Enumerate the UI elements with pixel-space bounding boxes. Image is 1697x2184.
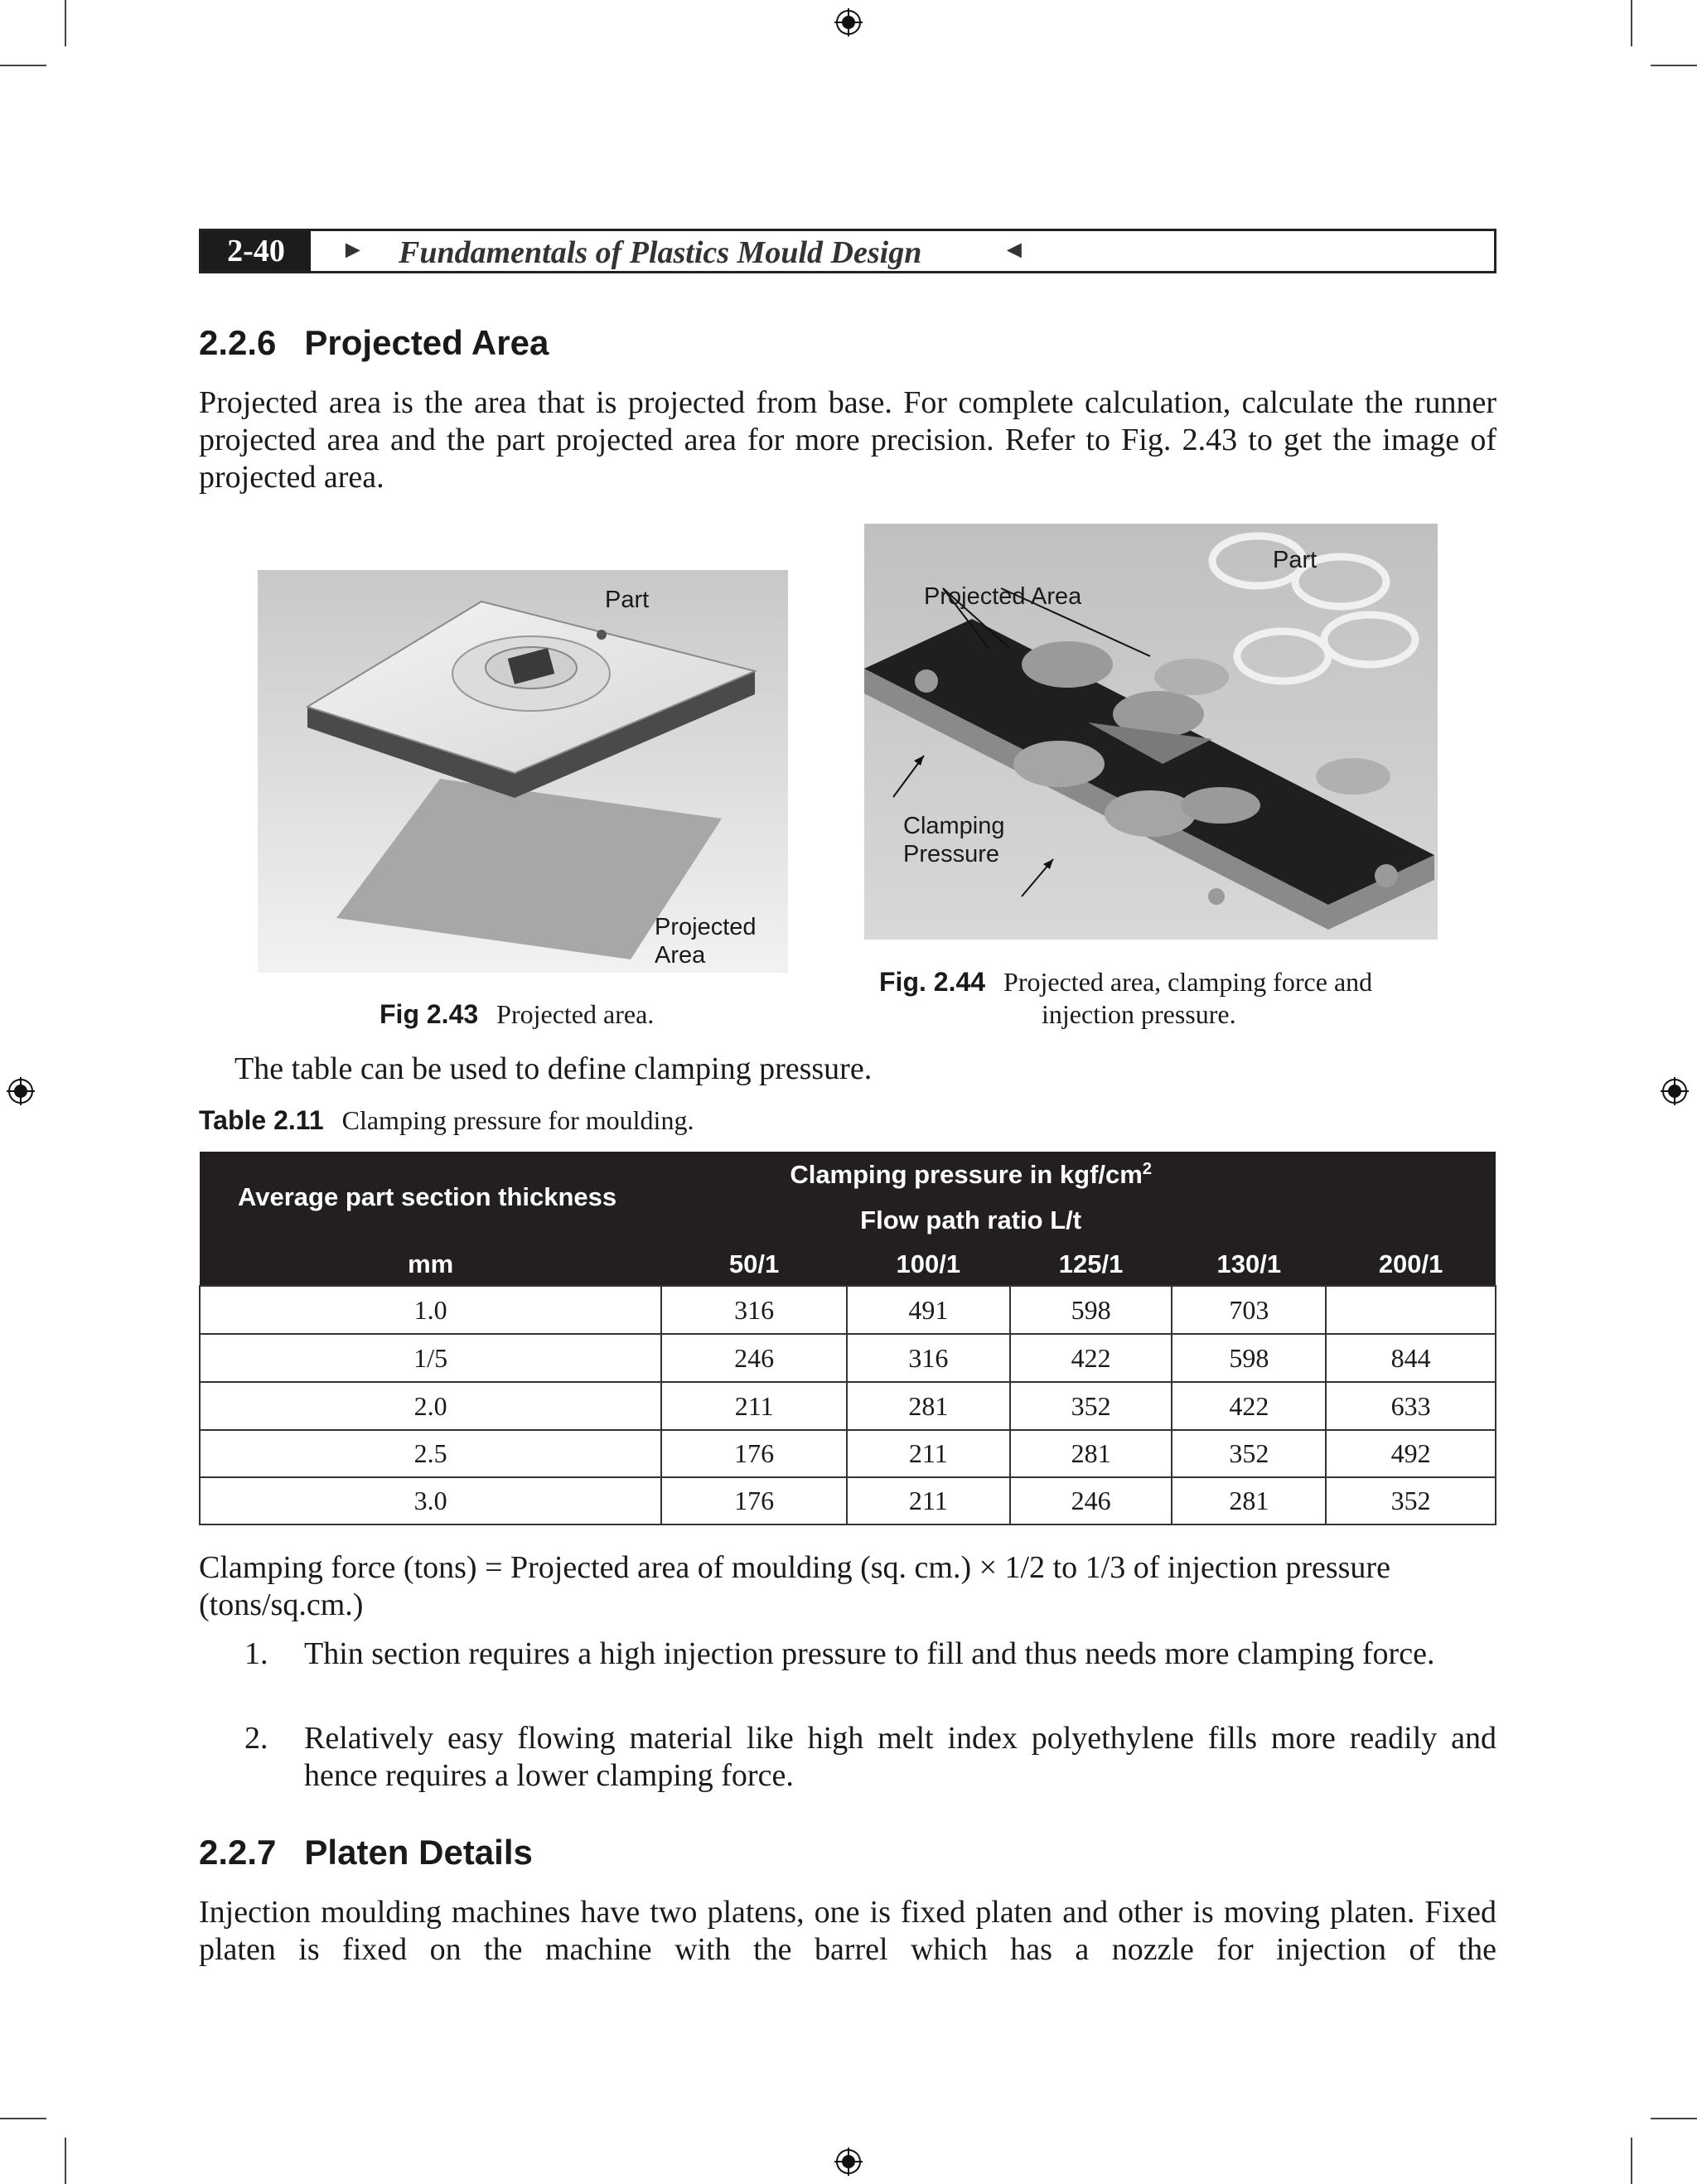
superscript: 2 (1142, 1159, 1152, 1178)
table-cell: 703 (1172, 1286, 1326, 1334)
caption-text: injection pressure. (1042, 999, 1236, 1029)
table-row (200, 1477, 1496, 1524)
clamping-force-formula (199, 1549, 1496, 1624)
section-title: Platen Details (304, 1833, 533, 1872)
list-text: Thin section requires a high injection pressure to fill and thus needs more clamping force. (304, 1636, 1435, 1671)
arrow-right-icon: ► (341, 236, 365, 263)
table-cell: 211 (847, 1477, 1010, 1524)
table-col-header: 50/1 (661, 1243, 847, 1286)
table-cell: 246 (1010, 1477, 1172, 1524)
table-cell: 176 (661, 1430, 847, 1477)
running-header (199, 229, 1496, 273)
clamping-pressure-table (199, 1152, 1496, 1525)
fig244-label-clamping-pressure (903, 812, 1005, 868)
registration-mark-icon (1661, 1077, 1689, 1105)
label-line: Clamping (903, 813, 1005, 839)
table-cell: 422 (1010, 1334, 1172, 1382)
section-paragraph: Projected area is the area that is projected from base. For complete calculation, calculate the runner projected area and the part projected area for more precision. Refer to Fig. 2.43 to get the image of projected area. (199, 385, 1496, 495)
figure-2-44-caption (879, 966, 1372, 1031)
table-header-clamping-text: Clamping pressure in kgf/cm (790, 1160, 1143, 1190)
table-col-header: 200/1 (1326, 1243, 1496, 1286)
list-number: 2. (244, 1721, 268, 1756)
formula-line: (tons/sq.cm.) (199, 1587, 364, 1622)
caption-text: Projected area, clamping force and (1003, 967, 1373, 997)
registration-mark-icon (834, 8, 863, 36)
table-cell: 176 (661, 1477, 847, 1524)
table-header-flow-path-text: Flow path ratio L/t (860, 1206, 1082, 1235)
book-title: Fundamentals of Plastics Mould Design (399, 235, 922, 270)
table-cell: 3.0 (200, 1477, 661, 1524)
table-cell: 246 (661, 1334, 847, 1382)
page-number: 2-40 (201, 231, 311, 271)
table-cell: 281 (1010, 1430, 1172, 1477)
registration-mark-icon (7, 1077, 35, 1105)
fig243-label-projected-area (655, 913, 757, 969)
table-header-clamping (661, 1152, 1496, 1198)
table-header-thickness: Average part section thickness (200, 1152, 661, 1243)
crop-mark (0, 2118, 46, 2119)
table-cell: 211 (661, 1382, 847, 1430)
label-line: Pressure (903, 841, 1000, 867)
section-number: 2.2.7 (199, 1833, 277, 1872)
table-header-flow-path (661, 1198, 1496, 1243)
arrow-left-icon: ◄ (1002, 236, 1027, 263)
section-heading-226 (199, 323, 549, 363)
table-cell: 598 (1010, 1286, 1172, 1334)
table-cell: 844 (1326, 1334, 1496, 1382)
table-col-header: 125/1 (1010, 1243, 1172, 1286)
table-cell: 352 (1172, 1430, 1326, 1477)
crop-mark (1651, 2118, 1697, 2119)
table-row (200, 1430, 1496, 1477)
table-cell: 316 (661, 1286, 847, 1334)
caption-label: Table 2.11 (199, 1105, 324, 1135)
caption-label: Fig 2.43 (380, 999, 479, 1029)
table-caption (199, 1105, 694, 1136)
table-col-header: 100/1 (847, 1243, 1010, 1286)
fig244-label-part: Part (1273, 547, 1317, 573)
list-number: 1. (244, 1636, 268, 1671)
section-title: Projected Area (304, 323, 549, 362)
formula-line: Clamping force (tons) = Projected area of moulding (sq. cm.) × 1/2 to 1/3 of injection pressure (199, 1550, 1390, 1585)
table-cell: 492 (1326, 1430, 1496, 1477)
table-cell: 211 (847, 1430, 1010, 1477)
label-line: Area (655, 942, 706, 969)
section-number: 2.2.6 (199, 323, 277, 362)
list-item (244, 1636, 1496, 1710)
table-cell: 352 (1326, 1477, 1496, 1524)
registration-mark-icon (834, 2148, 863, 2176)
caption-text: Clamping pressure for moulding. (341, 1105, 694, 1135)
crop-mark (65, 0, 66, 46)
table-cell: 1/5 (200, 1334, 661, 1382)
section-heading-227 (199, 1833, 533, 1872)
table-cell (1326, 1286, 1496, 1334)
list-text: Relatively easy flowing material like high melt index polyethylene fills more readily and hence requires a lower clamping force. (304, 1721, 1496, 1793)
table-cell: 598 (1172, 1334, 1326, 1382)
crop-mark (0, 65, 46, 66)
crop-mark (1631, 0, 1632, 46)
table-cell: 422 (1172, 1382, 1326, 1430)
table-row (200, 1334, 1496, 1382)
figure-2-43-caption (380, 999, 654, 1030)
fig244-label-projected-area: Projected Area (924, 583, 1082, 610)
label-line: Projected (655, 914, 757, 940)
table-cell: 2.0 (200, 1382, 661, 1430)
table-cell: 352 (1010, 1382, 1172, 1430)
table-row (200, 1382, 1496, 1430)
table-col-header: 130/1 (1172, 1243, 1326, 1286)
crop-mark (65, 2138, 66, 2184)
table-header-unit: mm (200, 1243, 661, 1286)
section-paragraph: Injection moulding machines have two platens, one is fixed platen and other is moving platen. Fixed platen is fixed on the machine with the barrel which has a nozzle for injection of the (199, 1895, 1496, 1967)
list-item (244, 1720, 1496, 1795)
table-cell: 1.0 (200, 1286, 661, 1334)
fig243-label-part: Part (605, 587, 650, 613)
crop-mark (1651, 65, 1697, 66)
table-cell: 281 (1172, 1477, 1326, 1524)
caption-text: Projected area. (496, 999, 655, 1029)
table-cell: 633 (1326, 1382, 1496, 1430)
caption-label: Fig. 2.44 (879, 967, 986, 997)
table-row (200, 1286, 1496, 1334)
table-cell: 281 (847, 1382, 1010, 1430)
crop-mark (1631, 2138, 1632, 2184)
table-cell: 2.5 (200, 1430, 661, 1477)
table-cell: 316 (847, 1334, 1010, 1382)
intro-sentence: The table can be used to define clamping pressure. (234, 1051, 873, 1086)
table-cell: 491 (847, 1286, 1010, 1334)
